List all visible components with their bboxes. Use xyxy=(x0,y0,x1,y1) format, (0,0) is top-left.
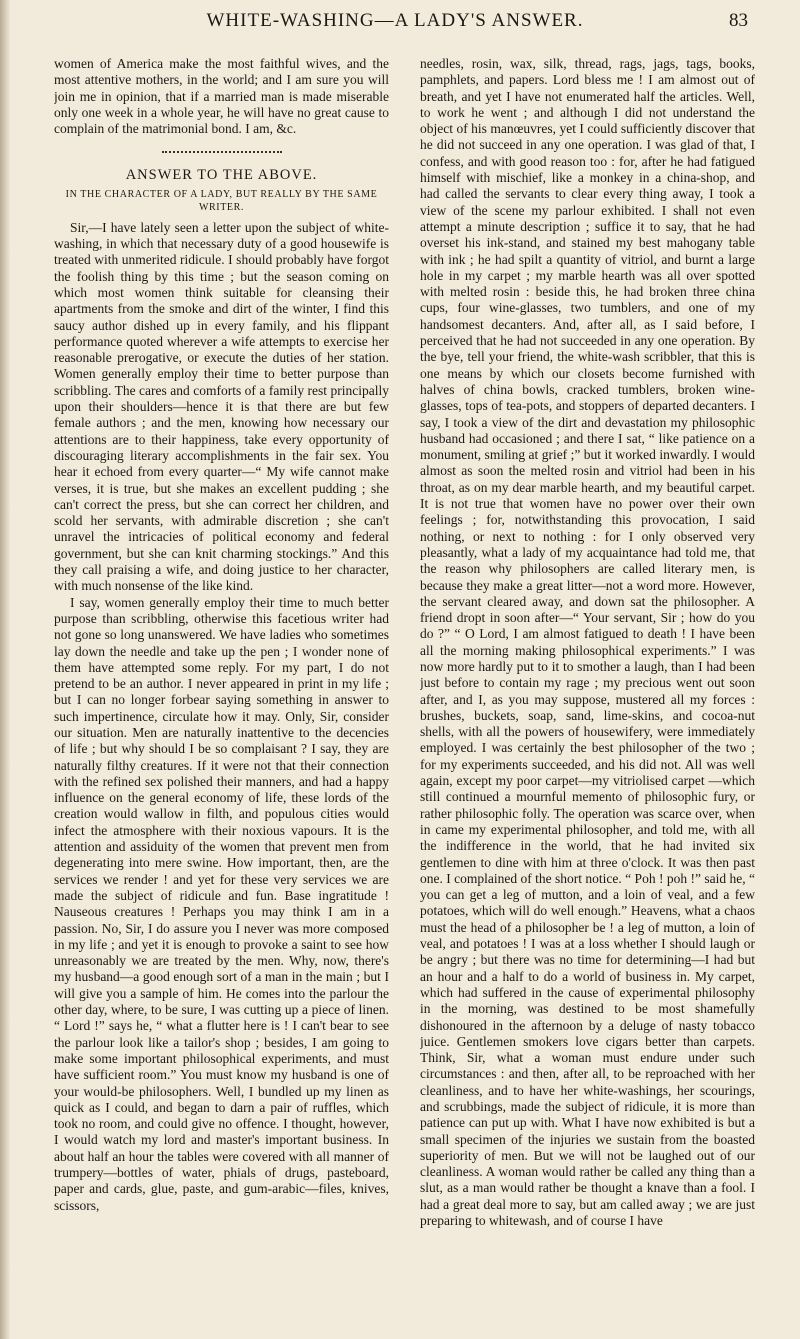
paragraph: I say, women generally employ their time to much better purpose than scribbling, otherwise this facetious writer had not gone so long unanswered. We have ladies who sometimes lay down the needle and take up the pen ; I wonder none of them have attempted some reply. For my part, I do not pretend to be an author. I never appeared in print in my life ; but I can no longer forbear saying something in answer to such impertinence, circulate how it may. Only, Sir, consider our situation. Men are naturally inattentive to the decencies of life ; but why should I be so complaisant ? I say, they are naturally filthy creatures. If it were not that their connection with the refined sex polished their manners, and had a happy influence on the general economy of life, these lords of the creation would wallow in filth, and populous cities would infect the atmosphere with their noxious vapours. It is the attention and assiduity of the women that prevent men from degenerating into mere swine. How important, then, are the services we render ! and yet for these very services we are made the subject of ridicule and fun. Base ingratitude ! Nauseous creatures ! Perhaps you may think I am in a passion. No, Sir, I do assure you I never was more composed in my life ; and yet it is enough to provoke a saint to see how unreasonably we are treated by the men. Why, now, there's my husband—a good enough sort of a man in the main ; but I will give you a sample of him. He comes into the parlour the other day, where, to be sure, I was cutting up a piece of linen. “ Lord !” says he, “ what a flutter here is ! I can't bear to see the parlour look like a tailor's shop ; besides, I am going to make some important philosophical experiments, and must have sufficient room.” You must know my husband is one of your would-be philosophers. Well, I bundled up my linen as quick as I could, and began to darn a pair of ruffles, which took no room, and could give no offence. I thought, however, I would watch my lord and master's important business. In about half an hour the tables were covered with all manner of trumpery—bottles of water, phials of drugs, pasteboard, paper and cards, glue, paste, and gum-arabic—files, knives, scissors, xyxy=(54,594,389,1213)
answer-subheading: IN THE CHARACTER OF A LADY, BUT REALLY BY THE SAME WRITER. xyxy=(65,188,378,213)
left-column xyxy=(54,56,389,1336)
section-divider xyxy=(162,151,282,153)
running-head: WHITE-WASHING—A LADY'S ANSWER. xyxy=(206,10,584,31)
intro-paragraph: women of America make the most faithful wives, and the most attentive mothers, in the world; and I am sure you will join me in opinion, that if a married man is made miserable only one week in a whole year, he will have no great cause to complain of the matrimonial bond. I am, &c. xyxy=(54,56,389,137)
paragraph: needles, rosin, wax, silk, thread, rags, jags, tags, books, pamphlets, and papers. Lord bless me ! I am almost out of breath, and yet I have not enumerated half the articles. Well, to work he went ; and although I did not understand the object of his manœuvres, yet I could sufficiently discover that he did not succeed in any one operation. I was glad of that, I confess, and with good reason too : for, after he had fatigued himself with mischief, like a monkey in a china-shop, and had called the servants to clear every thing away, I took a view of the scene my parlour exhibited. I shall not even attempt a minute description ; suffice it to say, that he had overset his ink-stand, and stained my best mahogany table with ink ; he had spilt a quantity of vitriol, and burnt a large hole in my carpet ; my marble hearth was all over spotted with melted rosin : beside this, he had broken three china cups, four wine-glasses, two tumblers, and one of my handsomest decanters. And, after all, as I said before, I perceived that he had not succeeded in any one operation. By the bye, tell your friend, the white-wash scribbler, that this is one means by which our closets become furnished with halves of china bowls, cracked tumblers, broken wine-glasses, tops of tea-pots, and stoppers of departed decanters. I say, I took a view of the dirt and devastation my philosophic husband had occasioned ; and there I sat, “ like patience on a monument, smiling at grief ;” but it worked inwardly. I would almost as soon the melted rosin and vitriol had been in his throat, as on my dear marble hearth, and my beautiful carpet. It is not true that women have no power over their own feelings ; for, notwithstanding this provocation, I said nothing, or next to nothing : for I only observed very pleasantly, what a lady of my acquaintance had told me, that the reason why philosophers are called literary men, is because they make a great litter—not a word more. However, the servant cleared away, and down sat the philosopher. A friend dropt in soon after—“ Your servant, Sir ; how do you do ?” “ O Lord, I am almost fatigued to death ! I have been all the morning making philosophical experiments.” I was now more hardly put to it to smother a laugh, than I had been just before to contain my rage ; my precious went out soon after, and I, as you may suppose, mustered all my forces : brushes, buckets, soap, sand, lime-skins, and cocoa-nut shells, with all the powers of housewifery, were immediately employed. I was certainly the best philosopher of the two ; for my experiments succeeded, and his did not. All was well again, except my poor carpet—my vitriolised carpet —which still continued a mournful memento of philosophic fury, or rather philosophic folly. The operation was scarce over, when in came my experimental philosopher, and told me, with all the indifference in the world, that he had invited six gentlemen to dine with him at three o'clock. It was then past one. I complained of the short notice. “ Poh ! poh !” said he, “ you can get a leg of mutton, and a loin of veal, and a few potatoes, which will do well enough.” Heavens, what a chaos must the head of a philosopher be ! a leg of mutton, a loin of veal, and potatoes ! I was at a loss whether I should laugh or be angry ; but there was no time for determining—I had but an hour and a half to do a world of business in. My carpet, which had suffered in the cause of experimental philosophy in the morning, was destined to be most shamefully dishonoured in the afternoon by a deluge of nasty tobacco juice. Gentlemen smokers love cigars better than carpets. Think, Sir, what a woman must endure under such circumstances : and then, after all, to be reproached with her cleanliness, and to have her white-washings, her scourings, and scrubbings, made the subject of ridicule, it is more than patience can put up with. What I have now exhibited is but a small specimen of the injuries we sustain from the boasted superiority of men. But we will not be laughed out of our cleanliness. A woman would rather be called any thing than a slut, as a man would rather be thought a knave than a fool. I had a great deal more to say, but am called away ; we are just preparing to whitewash, and of course I have xyxy=(420,56,755,1229)
paragraph: Sir,—I have lately seen a letter upon the subject of white-washing, in which that necessary duty of a good housewife is treated with unmerited ridicule. I should probably have forgot the foolish thing by this time ; but the season coming on which most women think suitable for cleansing their apartments from the smoke and dirt of the winter, I find this saucy author dished up in every family, and his flippant performance quoted wherever a wife attempts to exercise her reasonable prerogative, or execute the duties of her station. Women generally employ their time to better purpose than scribbling. The cares and comforts of a family rest principally upon their shoulders—hence it is that there are but few female authors ; and the men, knowing how necessary our attentions are to their happiness, take every opportunity of discouraging literary accomplishments in the fair sex. You hear it echoed from every quarter—“ My wife cannot make verses, it is true, but she makes an excellent pudding ; she can't correct the press, but she can correct her children, and scold her servants, with admirable discretion ; she can't unravel the intricacies of political economy and federal government, but she can knit charming stockings.” And this they call praising a wife, and doing justice to her character, with much nonsense of the like kind. xyxy=(54,219,389,594)
page-number: 83 xyxy=(729,10,748,31)
page-edge-shadow xyxy=(0,0,10,1339)
answer-heading: ANSWER TO THE ABOVE. xyxy=(125,167,318,184)
page-header xyxy=(92,8,748,40)
right-column xyxy=(420,56,755,1336)
